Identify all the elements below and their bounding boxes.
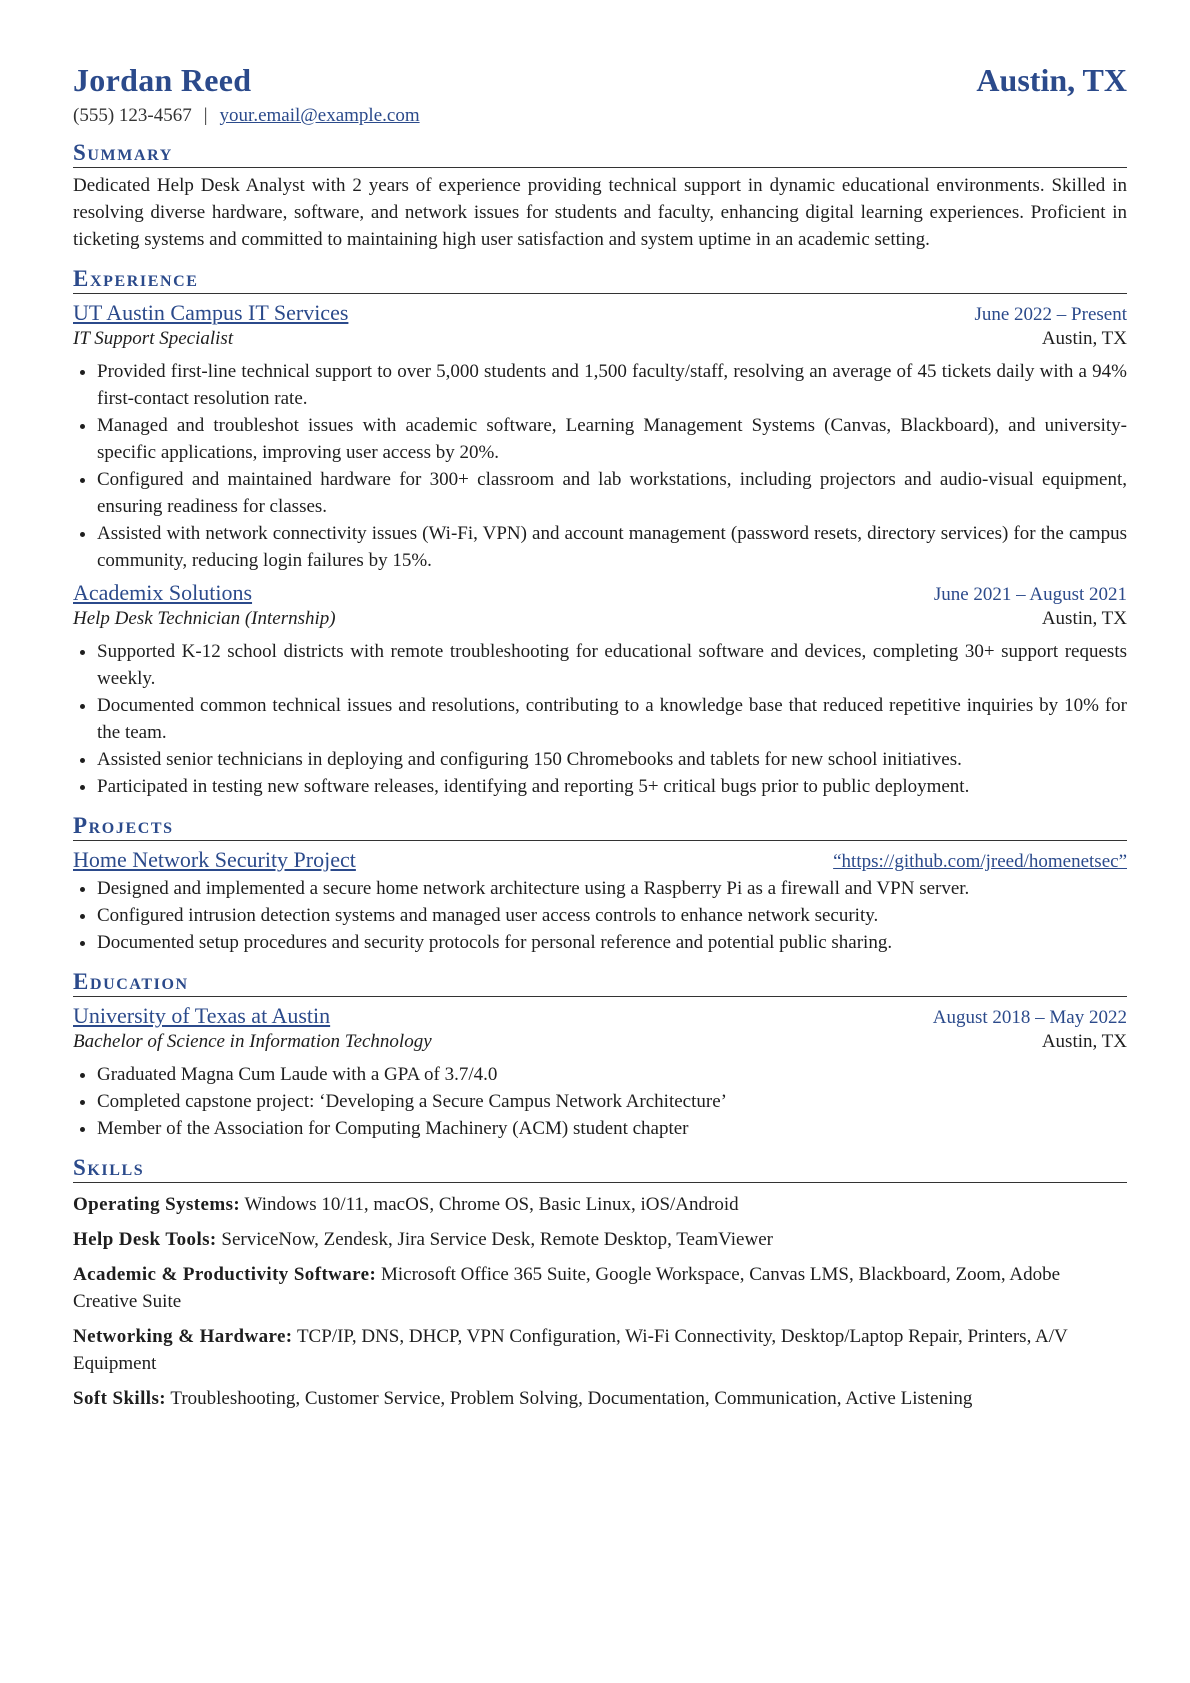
school-link[interactable]: University of Texas at Austin: [73, 1003, 331, 1028]
job-role: Help Desk Technician (Internship): [73, 608, 336, 629]
project-github-link[interactable]: “https://github.com/jreed/homenetsec”: [833, 851, 1127, 872]
degree: Bachelor of Science in Information Technology: [73, 1031, 432, 1052]
skill-label: Help Desk Tools:: [73, 1229, 217, 1250]
bullet-item: • Documented common technical issues and resolutions, contributing to a knowledge base that reduced repetitive inquiries by 10% for the team.: [97, 692, 1127, 746]
bullet-item: • Member of the Association for Computing Machinery (ACM) student chapter: [97, 1115, 1127, 1142]
job-bullets: [73, 358, 1127, 574]
bullet-item: • Supported K-12 school districts with remote troubleshooting for educational software and devices, completing 30+ support requests weekly.: [97, 638, 1127, 692]
skill-value: Windows 10/11, macOS, Chrome OS, Basic Linux, iOS/Android: [244, 1194, 739, 1215]
bullet-item: • Completed capstone project: ‘Developing a Secure Campus Network Architecture’: [97, 1088, 1127, 1115]
job-role: IT Support Specialist: [73, 328, 234, 349]
skill-label: Academic & Productivity Software:: [73, 1264, 377, 1285]
section-title-projects: Projects: [73, 812, 1127, 841]
candidate-location: Austin, TX: [976, 62, 1127, 98]
candidate-name: Jordan Reed: [73, 62, 252, 98]
bullet-item: • Configured and maintained hardware for 300+ classroom and lab workstations, including projectors and audio-visual equipment, ensuring readiness for classes.: [97, 466, 1127, 520]
bullet-item: • Managed and troubleshot issues with academic software, Learning Management Systems (Canvas, Blackboard), and university-specific applications, improving user access by 20%.: [97, 412, 1127, 466]
skill-label: Operating Systems:: [73, 1194, 241, 1215]
education-location: Austin, TX: [1041, 1031, 1127, 1052]
bullet-item: • Graduated Magna Cum Laude with a GPA of 3.7/4.0: [97, 1061, 1127, 1088]
email-link[interactable]: your.email@example.com: [219, 105, 420, 126]
job-location: Austin, TX: [1041, 328, 1127, 349]
contact-separator: |: [203, 105, 208, 126]
skills-section: [73, 1154, 1127, 1412]
education-dates: August 2018 – May 2022: [932, 1007, 1127, 1028]
job-entry: [73, 580, 1127, 800]
company-link[interactable]: UT Austin Campus IT Services: [73, 300, 349, 325]
project-bullets: [73, 875, 1127, 956]
project-entry: [73, 847, 1127, 956]
phone-number: (555) 123-4567: [73, 105, 192, 126]
project-name-link[interactable]: Home Network Security Project: [73, 847, 356, 872]
skill-row: [73, 1385, 1127, 1412]
experience-section: [73, 265, 1127, 800]
section-title-experience: Experience: [73, 265, 1127, 294]
skill-row: [73, 1191, 1127, 1218]
skill-label: Soft Skills:: [73, 1388, 166, 1409]
job-dates: June 2022 – Present: [974, 304, 1127, 325]
summary-text: Dedicated Help Desk Analyst with 2 years of experience providing technical support in dynamic educational environments. Skilled in resolving diverse hardware, software, and network issues for students and faculty, enhancing digital learning experiences. Proficient in ticketing systems and committed to maintaining high user satisfaction and system uptime in an academic setting.: [73, 175, 1127, 250]
job-entry: [73, 300, 1127, 574]
job-bullets: [73, 638, 1127, 800]
job-dates: June 2021 – August 2021: [933, 584, 1127, 605]
resume-header: [73, 62, 1127, 99]
contact-line: [73, 105, 1127, 127]
education-entry: [73, 1003, 1127, 1142]
skill-row: [73, 1323, 1127, 1377]
skill-value: Troubleshooting, Customer Service, Problem Solving, Documentation, Communication, Active Listening: [170, 1388, 973, 1409]
skill-value: Microsoft Office 365 Suite, Google Workspace, Canvas LMS, Blackboard, Zoom, Adobe Creative Suite: [73, 1264, 1061, 1312]
projects-section: [73, 812, 1127, 956]
bullet-item: • Assisted with network connectivity issues (Wi-Fi, VPN) and account management (password resets, directory services) for the campus community, reducing login failures by 15%.: [97, 520, 1127, 574]
skill-label: Networking & Hardware:: [73, 1326, 293, 1347]
resume-content: [73, 62, 1127, 1412]
skill-value: TCP/IP, DNS, DHCP, VPN Configuration, Wi-Fi Connectivity, Desktop/Laptop Repair, Printers, A/V Equipment: [73, 1326, 1068, 1374]
section-title-education: Education: [73, 968, 1127, 997]
section-title-skills: Skills: [73, 1154, 1127, 1183]
education-section: [73, 968, 1127, 1142]
job-location: Austin, TX: [1041, 608, 1127, 629]
bullet-item: • Assisted senior technicians in deploying and configuring 150 Chromebooks and tablets for new school initiatives.: [97, 746, 1127, 773]
bullet-item: • Provided first-line technical support to over 5,000 students and 1,500 faculty/staff, resolving an average of 45 tickets daily with a 94% first-contact resolution rate.: [97, 358, 1127, 412]
summary-section: [73, 139, 1127, 253]
skill-row: [73, 1226, 1127, 1253]
bullet-item: • Configured intrusion detection systems and managed user access controls to enhance network security.: [97, 902, 1127, 929]
company-link[interactable]: Academix Solutions: [73, 580, 253, 605]
section-title-summary: Summary: [73, 139, 1127, 168]
skill-value: ServiceNow, Zendesk, Jira Service Desk, Remote Desktop, TeamViewer: [221, 1229, 773, 1250]
bullet-item: • Designed and implemented a secure home network architecture using a Raspberry Pi as a firewall and VPN server.: [97, 875, 1127, 902]
education-bullets: [73, 1061, 1127, 1142]
bullet-item: • Participated in testing new software releases, identifying and reporting 5+ critical bugs prior to public deployment.: [97, 773, 1127, 800]
bullet-item: • Documented setup procedures and security protocols for personal reference and potential public sharing.: [97, 929, 1127, 956]
skill-row: [73, 1261, 1127, 1315]
